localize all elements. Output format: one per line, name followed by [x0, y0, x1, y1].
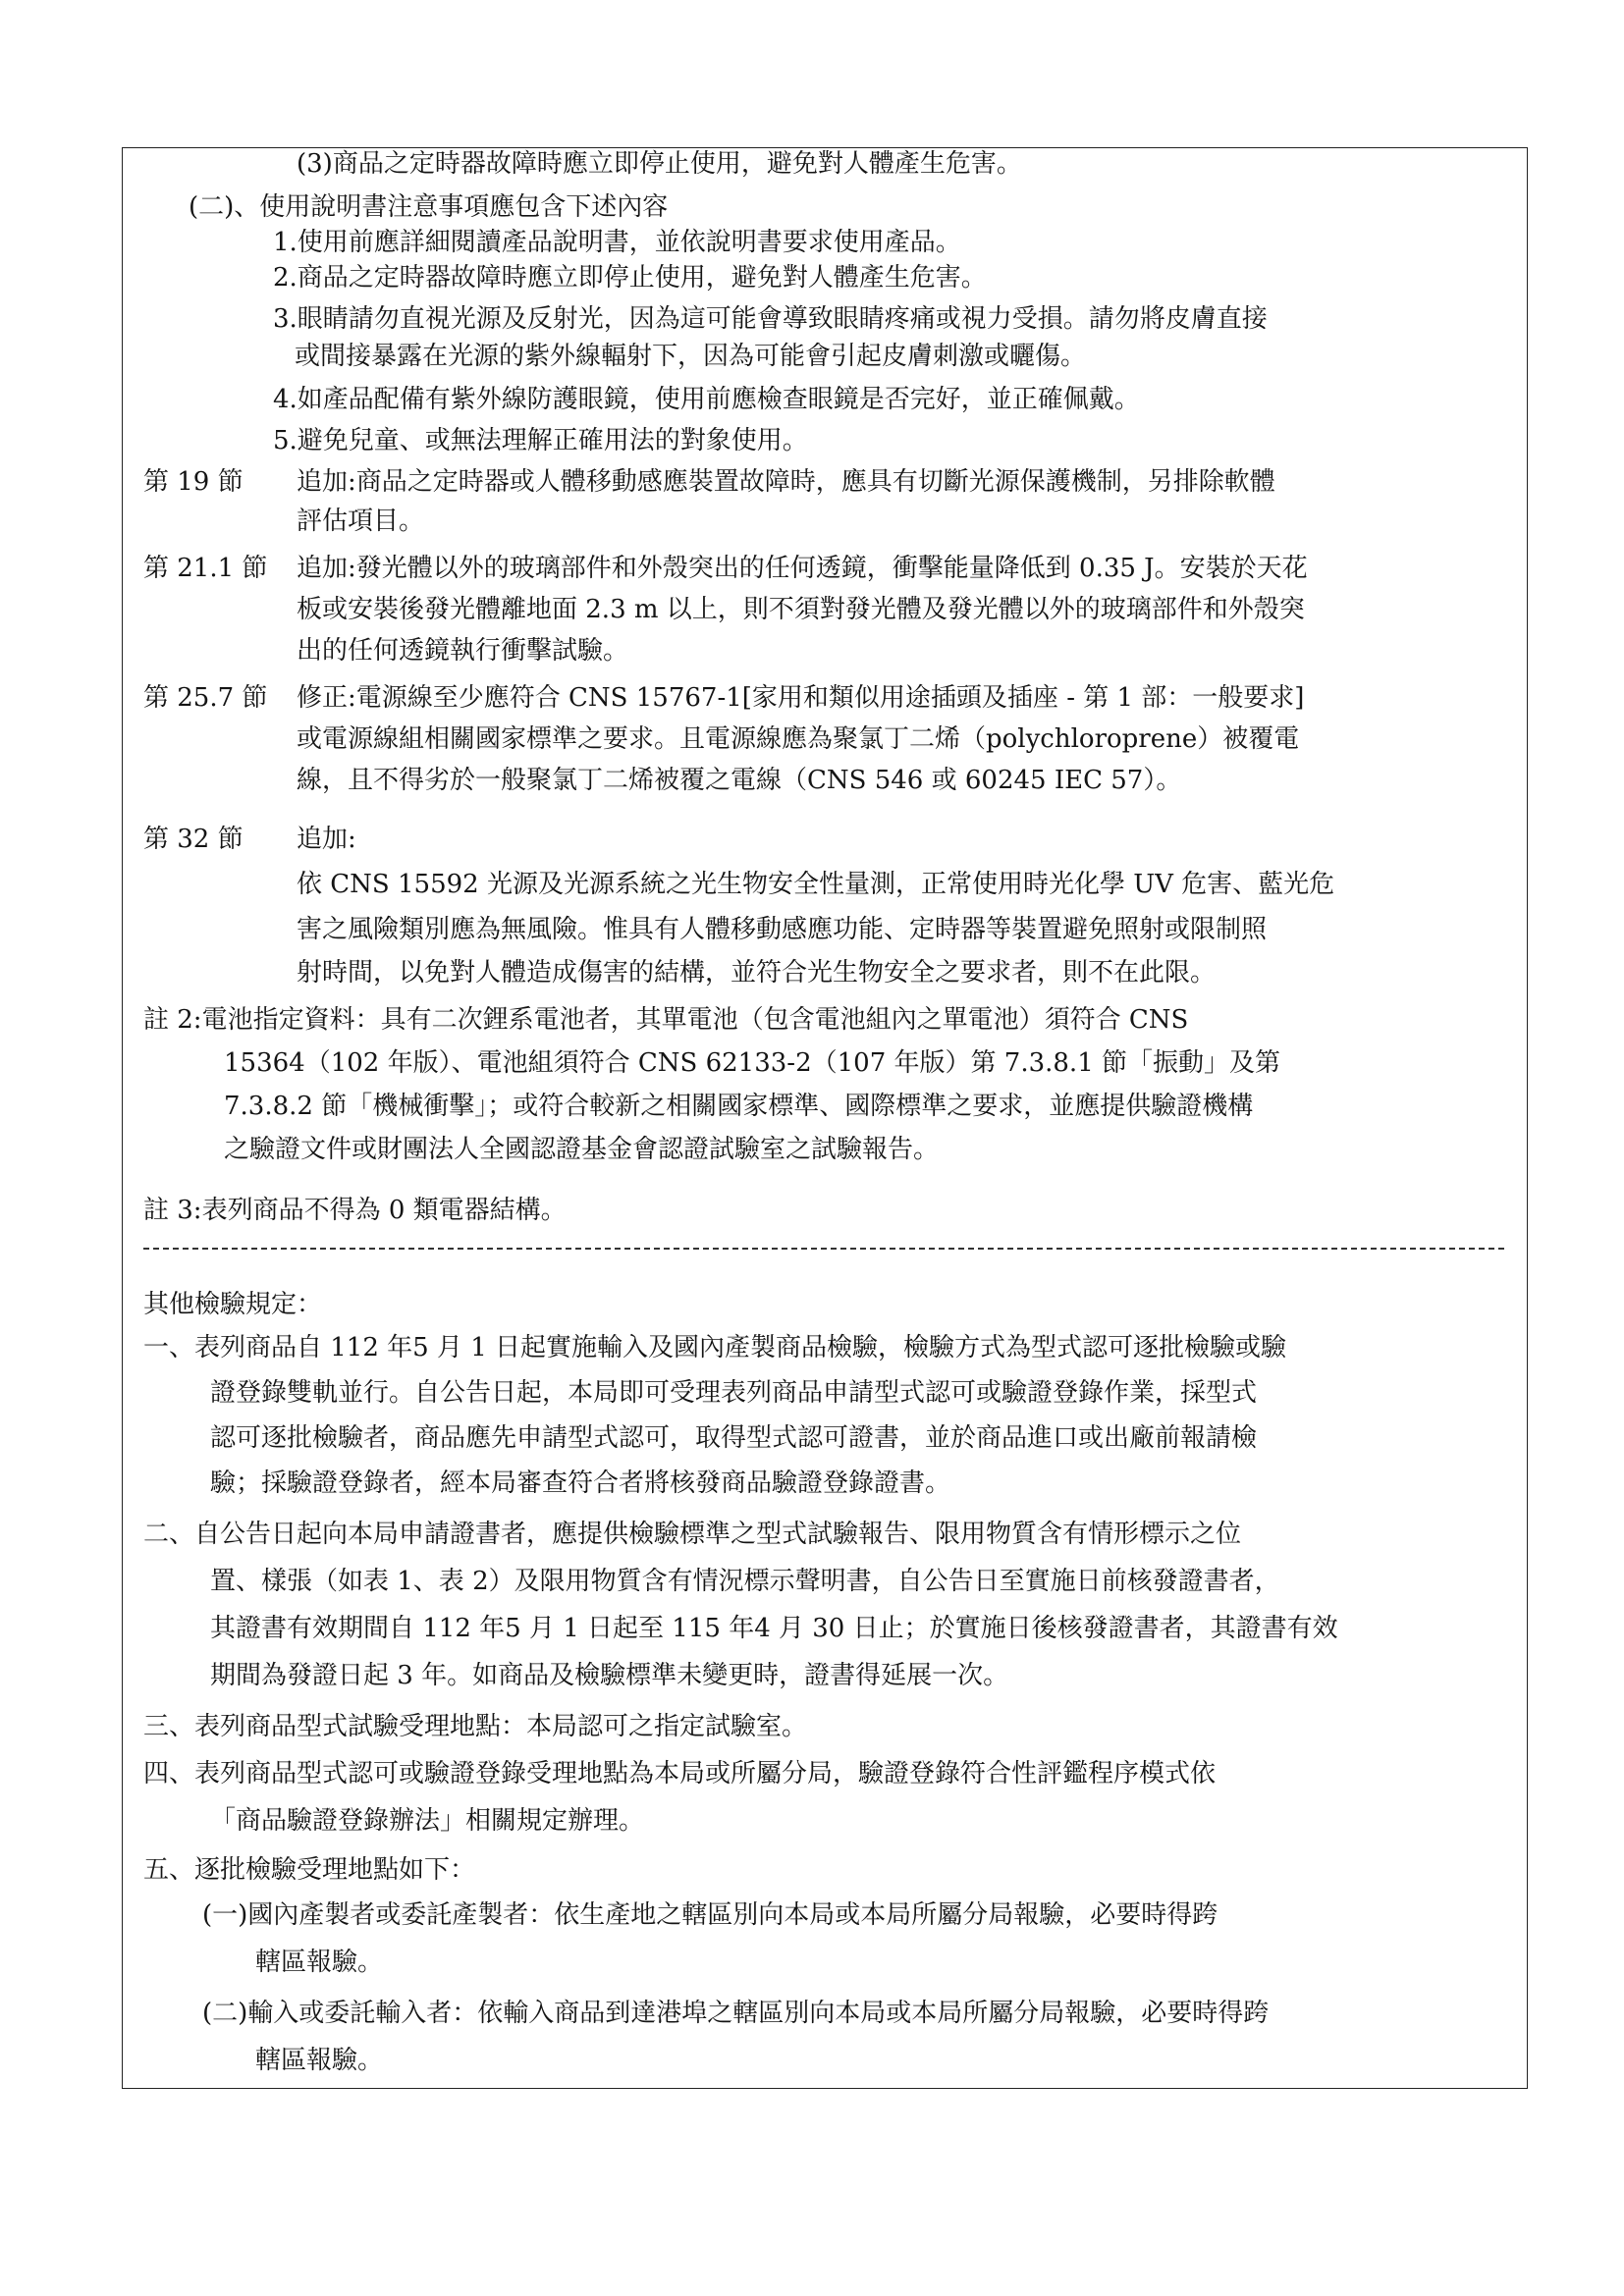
manual-item-3: 3.眼睛請勿直視光源及反射光，因為這可能會導致眼睛疼痛或視力受損。請勿將皮膚直接	[273, 304, 1268, 334]
section-32-line-1: 追加:	[297, 825, 356, 854]
rule-2-line-3: 其證書有效期間自 112 年5 月 1 日起至 115 年4 月 30 日止；於實施日後核發證書者，其證書有效	[210, 1614, 1338, 1643]
rule-2-line-4: 期間為發證日起 3 年。如商品及檢驗標準未變更時，證書得延展一次。	[210, 1661, 1009, 1690]
section-25-7-line-3: 線，且不得劣於一般聚氯丁二烯被覆之電線（CNS 546 或 60245 IEC 57）。	[297, 766, 1182, 795]
rule-4-line-2: 「商品驗證登錄辦法」相關規定辦理。	[210, 1806, 645, 1836]
dashed-separator	[143, 1248, 1504, 1250]
rule-5-sub-2-line-1: (二)輸入或委託輸入者：依輸入商品到達港埠之轄區別向本局或本局所屬分局報驗，必要時得跨	[202, 1999, 1270, 2028]
section-21-1-line-1: 追加:發光體以外的玻璃部件和外殼突出的任何透鏡，衝擊能量降低到 0.35 J。安裝於天花	[297, 554, 1308, 583]
manual-heading: (二)、使用說明書注意事項應包含下述內容	[189, 192, 669, 222]
rule-5-sub-2-line-2: 轄區報驗。	[255, 2046, 384, 2075]
section-21-1-line-3: 出的任何透鏡執行衝擊試驗。	[297, 636, 629, 666]
section-25-7-line-1: 修正:電源線至少應符合 CNS 15767-1[家用和類似用途插頭及插座 - 第 1 部：一般要求]	[297, 683, 1305, 713]
manual-item-3-cont: 或間接暴露在光源的紫外線輻射下，因為可能會引起皮膚刺激或曬傷。	[295, 342, 1087, 371]
rule-1-line-2: 證登錄雙軌並行。自公告日起，本局即可受理表列商品申請型式認可或驗證登錄作業，採型式	[210, 1378, 1258, 1408]
rule-2-line-2: 置、樣張（如表 1、表 2）及限用物質含有情況標示聲明書，自公告日至實施日前核發證書者，	[210, 1567, 1280, 1596]
section-21-1-line-2: 板或安裝後發光體離地面 2.3 m 以上，則不須對發光體及發光體以外的玻璃部件和外殼突	[297, 595, 1305, 624]
rule-5-sub-1-line-2: 轄區報驗。	[255, 1948, 384, 1977]
manual-item-4: 4.如產品配備有紫外線防護眼鏡，使用前應檢查眼鏡是否完好，並正確佩戴。	[273, 385, 1140, 414]
note-2-line-4: 之驗證文件或財團法人全國認證基金會認證試驗室之試驗報告。	[224, 1135, 940, 1164]
timer-warning-line: (3)商品之定時器故障時應立即停止使用，避免對人體產生危害。	[297, 149, 1022, 179]
rule-5-sub-1-line-1: (一)國內產製者或委託產製者：依生產地之轄區別向本局或本局所屬分局報驗，必要時得跨	[202, 1900, 1218, 1930]
section-32-line-2: 依 CNS 15592 光源及光源系統之光生物安全性量測，正常使用時光化學 UV 危害、藍光危	[297, 870, 1335, 899]
section-25-7-line-2: 或電源線組相關國家標準之要求。且電源線應為聚氯丁二烯（polychloroprene）被覆電	[297, 724, 1300, 754]
section-32-line-3: 害之風險類別應為無風險。惟具有人體移動感應功能、定時器等裝置避免照射或限制照	[297, 915, 1268, 944]
note-2-line-1: 註 2:電池指定資料：具有二次鋰系電池者，其單電池（包含電池組內之單電池）須符合 CNS	[143, 1005, 1189, 1035]
section-19-label: 第 19 節	[143, 467, 244, 497]
rule-5-title: 五、逐批檢驗受理地點如下：	[143, 1855, 476, 1885]
section-19-line-1: 追加:商品之定時器或人體移動感應裝置故障時，應具有切斷光源保護機制，另排除軟體	[297, 467, 1275, 497]
manual-item-5: 5.避免兒童、或無法理解正確用法的對象使用。	[273, 426, 808, 455]
section-25-7-label: 第 25.7 節	[143, 683, 268, 713]
rule-1-line-3: 認可逐批檢驗者，商品應先申請型式認可，取得型式認可證書，並於商品進口或出廠前報請檢	[210, 1423, 1258, 1453]
manual-item-2: 2.商品之定時器故障時應立即停止使用，避免對人體產生危害。	[273, 263, 987, 293]
section-32-label: 第 32 節	[143, 825, 244, 854]
rule-1-line-1: 一、表列商品自 112 年5 月 1 日起實施輸入及國內產製商品檢驗，檢驗方式為型式認可逐批檢驗或驗	[143, 1333, 1287, 1362]
other-rules-title: 其他檢驗規定：	[143, 1290, 323, 1319]
rule-1-line-4: 驗；採驗證登錄者，經本局審查符合者將核發商品驗證登錄證書。	[210, 1468, 951, 1498]
rule-4-line-1: 四、表列商品型式認可或驗證登錄受理地點為本局或所屬分局，驗證登錄符合性評鑑程序模式依	[143, 1759, 1217, 1789]
section-19-line-2: 評估項目。	[297, 507, 425, 536]
note-2-line-3: 7.3.8.2 節「機械衝擊」；或符合較新之相關國家標準、國際標準之要求，並應提供驗證機構	[224, 1092, 1254, 1121]
note-3: 註 3:表列商品不得為 0 類電器結構。	[143, 1196, 567, 1225]
manual-item-1: 1.使用前應詳細閱讀產品說明書，並依說明書要求使用產品。	[273, 228, 961, 257]
section-32-line-4: 射時間，以免對人體造成傷害的結構，並符合光生物安全之要求者，則不在此限。	[297, 958, 1217, 988]
rule-2-line-1: 二、自公告日起向本局申請證書者，應提供檢驗標準之型式試驗報告、限用物質含有情形標示之位	[143, 1520, 1242, 1549]
rule-3: 三、表列商品型式試驗受理地點：本局認可之指定試驗室。	[143, 1712, 808, 1741]
section-21-1-label: 第 21.1 節	[143, 554, 268, 583]
note-2-line-2: 15364（102 年版）、電池組須符合 CNS 62133-2（107 年版）第 7.3.8.1 節「振動」及第	[224, 1048, 1281, 1078]
